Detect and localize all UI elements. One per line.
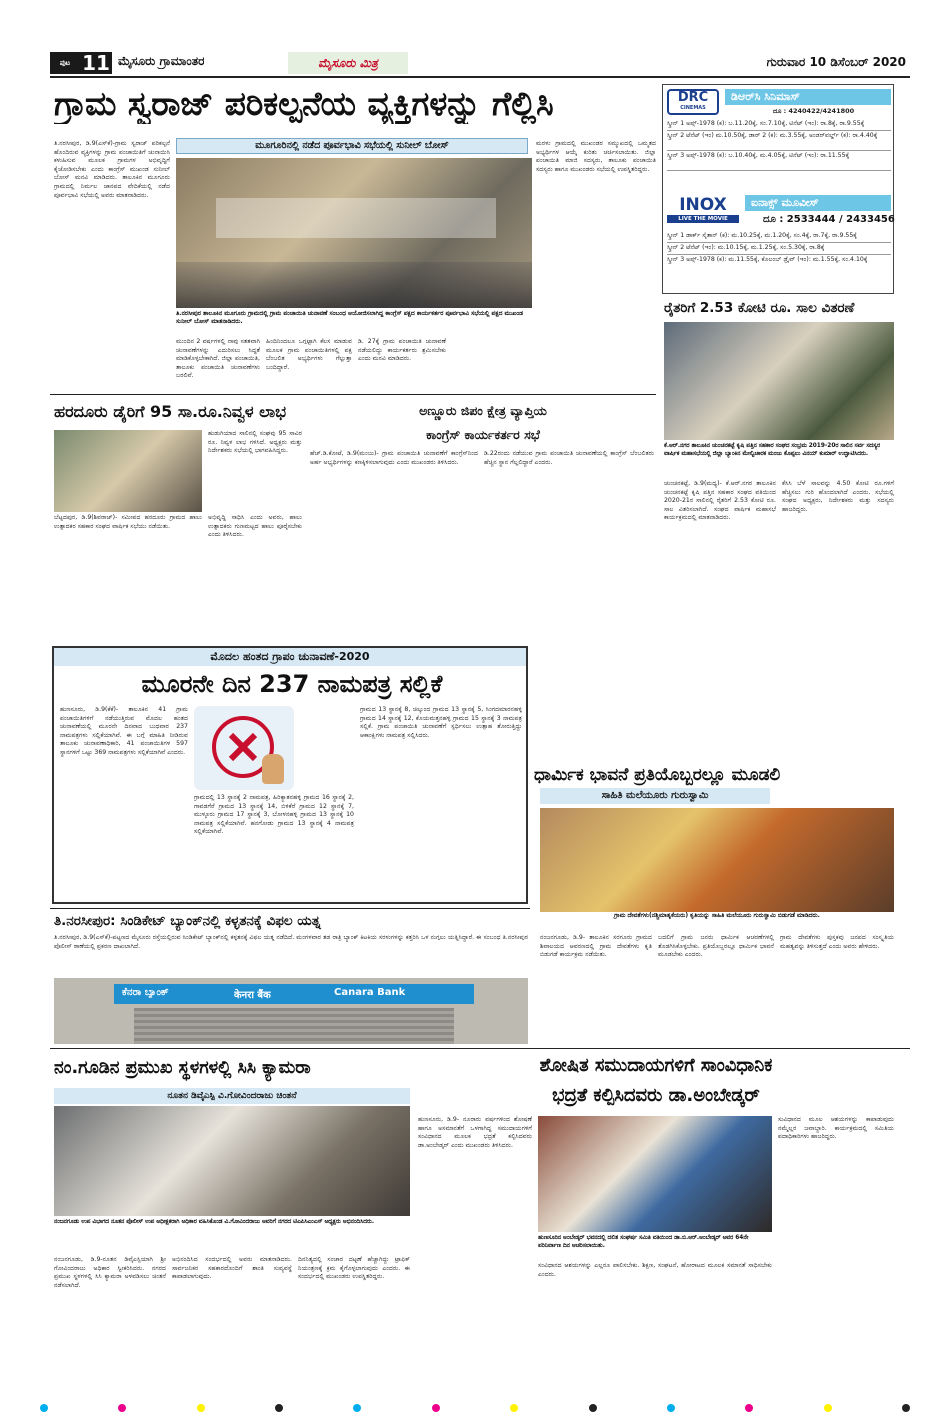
- election-col-1: ಹುಣಸೂರು, ಡಿ.9(ಕೆಕೆ)- ತಾಲೂಕಿನ 41 ಗ್ರಾಮ ಪಂಚಾಯಿತಿಗಳಿಗೆ ನಡೆಯುತ್ತಿರುವ ಮೊದಲ ಹಂತದ ಚುನಾವಣೆಯಲ್ಲಿ ಮೂರನೇ ದಿನವಾದ ಬುಧವಾರ 237 ನಾಮಪತ್ರಗಳು ಸಲ್ಲಿಕೆಯಾಗಿವೆ. ಈ ಬಗ್ಗೆ ಮಾಹಿತಿ ನೀಡಿರುವ ತಾಲೂಕು ಚುನಾವಣಾಧಿಕಾರಿ, 41 ಪಂಚಾಯಿತಿಗಳ 597 ಸ್ಥಾನಗಳಿಗೆ ಒಟ್ಟು 369 ನಾಮಪತ್ರಗಳು ಸಲ್ಲಿಕೆಯಾಗಿವೆ ಎಂದರು.: [60, 706, 188, 756]
- inox-logo: [667, 195, 739, 225]
- registration-bar: [40, 1404, 910, 1412]
- reg-mark-magenta: [118, 1404, 126, 1412]
- inox-row-1: ಸ್ಕ್ರೀನ್ 1 ಡಾರ್ಕ್ ಸೈತಾನ್ (ಕ): ಮ.10.25ಕ್ಕೆ, ಮ.1.20ಕ್ಕೆ, ಸಂ.4ಕ್ಕೆ, ರಾ.7ಕ್ಕೆ, ರಾ.9.55ಕ್ಕೆ: [667, 231, 891, 243]
- dairy-col-2: ಅಭಿವೃದ್ಧಿ ಸಾಧಿಸಿ ಎಂದು ಅವರು, ಹಾಲು ಉತ್ಪಾದಕರು ಗುಣಮಟ್ಟದ ಹಾಲು ಪೂರೈಸಬೇಕು ಎಂದು ತಿಳಿಸಿದರು.: [208, 514, 302, 539]
- inox-logo-tag: LIVE THE MOVIE: [667, 215, 739, 223]
- lead-col-5: ಮರಳು ಗ್ರಾಮದಲ್ಲಿ ಮುಖಂಡರ ಸಮ್ಮುಖದಲ್ಲಿ ಒಮ್ಮತದ ಅಭ್ಯರ್ಥಿಗಳ ಆಯ್ಕೆ ಕುರಿತು ಚರ್ಚಿಸಲಾಯಿತು. ಜಿಲ್ಲಾ ಪಂಚಾಯಿತಿ ಮಾಜಿ ಸದಸ್ಯರು, ತಾಲೂಕು ಪಂಚಾಯಿತಿ ಸದಸ್ಯರು ಹಾಗೂ ಮುಖಂಡರು ಸಭೆಯಲ್ಲಿ ಉಪಸ್ಥಿತರಿದ್ದರು.: [536, 140, 656, 173]
- masthead-rule: [50, 76, 910, 78]
- cctv-kicker: ನೂತನ ಡಿವೈಎಸ್ಪಿ ವಿ.ಗೋವಿಂದರಾಜು ಚಿಂತನೆ: [54, 1088, 410, 1104]
- bank-sign-english: Canara Bank: [334, 987, 406, 998]
- bank-sign-kannada: ಕೆನರಾ ಬ್ಯಾಂಕ್: [122, 987, 169, 998]
- lead-col-1: ತಿ.ನರಸೀಪುರ, ಡಿ.9(ಎಸ್‌ಕೆ)-ಗ್ರಾಮ ಸ್ವರಾಜ್ ಪರಿಕಲ್ಪನೆ ಹೊಂದಿರುವ ವ್ಯಕ್ತಿಗಳನ್ನು ಗ್ರಾಮ ಪಂಚಾಯಿತಿಗೆ ಚುನಾಯಿಸಿ ಕಳುಹಿಸುವ ಮೂಲಕ ಗ್ರಾಮಗಳ ಅಭಿವೃದ್ಧಿಗೆ ಕೈಜೋಡಿಸಬೇಕು ಎಂದು ಕಾಂಗ್ರೆಸ್ ಮುಖಂಡ ಸುನೀಲ್ ಬೋಸ್ ಮನವಿ ಮಾಡಿದರು. ತಾಲೂಕಿನ ಮೂಗೂರು ಗ್ರಾಮದಲ್ಲಿ ನಿರ್ಮಲ ಜಾನಪದ ವೇದಿಕೆಯಲ್ಲಿ ನಡೆದ ಪೂರ್ವಭಾವಿ ಸಭೆಯಲ್ಲಿ ಅವರು ಮಾತನಾಡಿದರು.: [54, 140, 170, 199]
- voting-hand-icon: [262, 754, 284, 784]
- page-number: 11: [80, 52, 112, 74]
- religion-col-2: ಬದಲಿಗೆ ಗ್ರಾಮ ಜನರು ಧಾರ್ಮಿಕ ಆಚರಣೆಗಳಲ್ಲಿ ತೊಡಗಿಸಿಕೊಳ್ಳಬೇಕು. ಪ್ರತಿಯೊಬ್ಬರಲ್ಲೂ ಧಾರ್ಮಿಕ ಭಾವನೆ ಮೂಡಬೇಕು ಎಂದರು.: [658, 934, 774, 959]
- lead-kicker: [176, 138, 528, 154]
- drc-logo: [667, 89, 719, 115]
- loan-col-2: ಕೆಸಿಸಿ ಬೆಳೆ ಸಾಲವನ್ನು 4.50 ಕೋಟಿ ರೂ.ಗಳಿಗೆ ಹೆಚ್ಚಿಸಲು ಗುರಿ ಹೊಂದಲಾಗಿದೆ ಎಂದರು. ಸಭೆಯಲ್ಲಿ ಸಂಘದ ಅಧ್ಯಕ್ಷರು, ನಿರ್ದೇಶಕರು ಮತ್ತು ಸದಸ್ಯರು ಹಾಜರಿದ್ದರು.: [782, 480, 894, 513]
- bank-shutter: [134, 1008, 454, 1044]
- divider-1: [50, 394, 656, 395]
- divider-2: [50, 908, 530, 909]
- cctv-col-2: ಅಭಿನಂದಿಸಿದ ಸಂದರ್ಭದಲ್ಲಿ ಅವರು ಮಾತನಾಡಿದರು. ಸಾರ್ವಜನಿಕರ ಸಹಕಾರದೊಂದಿಗೆ ಶಾಂತಿ ಸುವ್ಯವಸ್ಥೆ ಕಾಪಾಡಲಾಗುವುದು.: [172, 1256, 292, 1281]
- loan-col-1: ಚುಂಚನಕಟ್ಟೆ, ಡಿ.9(ಮಧ್ಯ)- ಕೆ.ಆರ್.ನಗರ ತಾಲೂಕಿನ ಚುಂಚನಕಟ್ಟೆ ಕೃಷಿ ಪತ್ತಿನ ಸಹಕಾರ ಸಂಘದ ವತಿಯಿಂದ 2020-21ರ ಸಾಲಿನಲ್ಲಿ ರೈತರಿಗೆ 2.53 ಕೋಟಿ ರೂ. ಸಾಲ ವಿತರಿಸಲಾಗಿದೆ. ಸಂಘದ ವಾರ್ಷಿಕ ಮಹಾಸಭೆ ಕಾರ್ಯಕ್ರಮದಲ್ಲಿ ಮಾತನಾಡಿದರು.: [664, 480, 776, 522]
- inox-schedule: [667, 231, 891, 277]
- bank-headline: ತಿ.ನರಸೀಪುರ: ಸಿಂಡಿಕೇಟ್ ಬ್ಯಾಂಕ್‌ನಲ್ಲಿ ಕಳ್ಳತನಕ್ಕೆ ವಿಫಲ ಯತ್ನ: [54, 913, 321, 929]
- drc-logo-text: DRC: [677, 91, 709, 105]
- drc-row-1: ಸ್ಕ್ರೀನ್ 1 ಅಪ್ಸ್-1978 (ಕ): ಬ.11.20ಕ್ಕೆ, ಸಂ.7.10ಕ್ಕೆ, ಟಿನೆಟ್ (ಇಂ): ರಾ.8ಕ್ಕೆ, ರಾ.9.55ಕ್ಕೆ: [667, 119, 891, 131]
- religion-photo-caption: ಗ್ರಾಮ ದೇವತೆಗಳು(ನಶ್ಚಿಮಾತೃಕೆಯರು) ಕೃತಿಯನ್ನು ಸಾಹಿತಿ ಮಲೆಯೂರು ಗುರುಸ್ವಾಮಿ ಬಿಡುಗಡೆ ಮಾಡಿದರು.: [614, 912, 820, 919]
- inox-logo-text: INOX: [679, 195, 727, 215]
- religion-col-3: ಗ್ರಾಮ ದೇವತೆಗಳು ಪುಸ್ತಕವು ಜನಪದ ಸಂಸ್ಕೃತಿಯ ಮಹತ್ವವನ್ನು ತಿಳಿಸುತ್ತದೆ ಎಂದು ಅವರು ಹೇಳಿದರು.: [780, 934, 894, 950]
- lead-col-2: ಮುಂದಿನ 2 ವರ್ಷಗಳಲ್ಲಿ ನಾವು ಸತತವಾಗಿ ಚುನಾವಣೆಗಳನ್ನು ಎದುರಿಸಲು ಸಿದ್ಧತೆ ಮಾಡಿಕೊಳ್ಳಬೇಕಾಗಿದೆ. ಜಿಲ್ಲಾ ಪಂಚಾಯಿತಿ, ತಾಲೂಕು ಪಂಚಾಯಿತಿ ಚುನಾವಣೆಗಳು ಬರಲಿವೆ.: [176, 338, 260, 380]
- ambedkar-headline-line-1: ಶೋಷಿತ ಸಮುದಾಯಗಳಿಗೆ ಸಾಂವಿಧಾನಿಕ: [539, 1055, 773, 1076]
- dairy-col-1: ಬೆಟ್ಟದಪುರ, ಡಿ.9(ಶಿವರಾಜ್)- ಸಮೀಪದ ಹರದೂರು ಗ್ರಾಮದ ಹಾಲು ಉತ್ಪಾದಕರ ಸಹಕಾರ ಸಂಘದ ವಾರ್ಷಿಕ ಸಭೆಯು ನಡೆಯಿತು.: [54, 514, 202, 530]
- annur-col-1: ಹೆಚ್.ಡಿ.ಕೋಟೆ, ಡಿ.9(ಮಂಜು)- ಗ್ರಾಮ ಪಂಚಾಯಿತಿ ಚುನಾವಣೆಗೆ ಕಾಂಗ್ರೆಸ್‌ನಿಂದ ಅರ್ಹ ಅಭ್ಯರ್ಥಿಗಳನ್ನು ಕಣಕ್ಕಿಳಿಸಲಾಗುವುದು ಎಂದು ಮುಖಂಡರು ತಿಳಿಸಿದರು.: [310, 450, 478, 466]
- annur-headline-line-2: ಕಾಂಗ್ರೆಸ್ ಕಾರ್ಯಕರ್ತರ ಸಭೆ: [426, 427, 540, 442]
- drc-row-3: ಸ್ಕ್ರೀನ್ 3 ಅಪ್ಸ್-1978 (ಕ): ಬ.10.40ಕ್ಕೆ, ಮ.4.05ಕ್ಕೆ, ಟಿನೆಟ್ (ಇಂ): ರಾ.11.55ಕ್ಕೆ: [667, 151, 891, 171]
- ambedkar-col-2: ಸಂವಿಧಾನದ ಆಶಯಗಳನ್ನು ಎಲ್ಲರೂ ಪಾಲಿಸಬೇಕು. ಶಿಕ್ಷಣ, ಸಂಘಟನೆ, ಹೋರಾಟದ ಮೂಲಕ ಸಮಾನತೆ ಸಾಧಿಸಬೇಕು ಎಂದರು.: [538, 1262, 772, 1278]
- reg-mark-black: [902, 1404, 910, 1412]
- reg-mark-yellow: [824, 1404, 832, 1412]
- page-label: ಪುಟ: [50, 52, 80, 74]
- reg-mark-magenta: [432, 1404, 440, 1412]
- bank-signboard: [114, 984, 474, 1004]
- drc-row-2: ಸ್ಕ್ರೀನ್ 2 ಟೆನೆಟ್ (ಇಂ) ಮ.10.50ಕ್ಕೆ, ಡಾರ್ 2 (ಕ): ಮ.3.55ಕ್ಕೆ, ಅಂಡರ್‌ವರ್ಲ್ಡ್ (ಕ): ರಾ.4.40ಕ್ಕೆ: [667, 131, 891, 151]
- masthead: [50, 52, 910, 74]
- religion-kicker: ಸಾಹಿತಿ ಮಲೆಯೂರು ಗುರುಸ್ವಾಮಿ: [540, 788, 770, 804]
- cctv-photo: [54, 1106, 410, 1216]
- election-headline: ಮೂರನೇ ದಿನ 237 ನಾಮಪತ್ರ ಸಲ್ಲಿಕೆ: [141, 670, 443, 698]
- lead-col-3: ಹಿಂದಿನಿಂದಲೂ ಒಗ್ಗಟ್ಟಾಗಿ ಕೆಲಸ ಮಾಡುವ ಮೂಲಕ ಗ್ರಾಮ ಪಂಚಾಯಿತಿಗಳಲ್ಲಿ ಪಕ್ಷ ಬೆಂಬಲಿತ ಅಭ್ಯರ್ಥಿಗಳು ಗೆಲ್ಲುತ್ತಾ ಬಂದಿದ್ದಾರೆ.: [266, 338, 352, 371]
- religion-col-1: ನಂಜನಗೂಡು, ಡಿ.9- ತಾಲೂಕಿನ ಸರಗೂರು ಗ್ರಾಮದ ಶಿವಾಲಯದ ಆವರಣದಲ್ಲಿ ಗ್ರಾಮ ದೇವತೆಗಳು ಕೃತಿ ಬಿಡುಗಡೆ ಕಾರ್ಯಕ್ರಮ ನಡೆಯಿತು.: [540, 934, 652, 959]
- loan-photo-caption: ಕೆ.ಆರ್.ನಗರ ತಾಲೂಕಿನ ಚುಂಚನಕಟ್ಟೆ ಕೃಷಿ ಪತ್ತಿನ ಸಹಕಾರ ಸಂಘದ ಸಂಭ್ರಮ 2019-20ರ ಸಾಲಿನ ಸರ್ವ ಸದಸ್ಯರ ವಾರ್ಷಿಕ ಮಹಾಸಭೆಯಲ್ಲಿ ಜಿಲ್ಲಾ ಬ್ಯಾಂಕಿನ ಮೇಲ್ವಿಚಾರಕ ಮಂಜು ಕೊಪ್ಪಲು ವಿನಯ್ ಕುಮಾರ್ ಉದ್ಘಾಟಿಸಿದರು.: [664, 443, 881, 458]
- reg-mark-magenta: [745, 1404, 753, 1412]
- drc-phone: ದೂ : 4240422/4241800: [773, 107, 855, 115]
- inox-title: ಐನಾಕ್ಸ್ ಮೂವೀಸ್: [745, 195, 891, 211]
- dairy-headline: ಹರದೂರು ಡೈರಿಗೆ 95 ಸಾ.ರೂ.ನಿವ್ವಳ ಲಾಭ: [54, 402, 287, 421]
- reg-mark-black: [589, 1404, 597, 1412]
- bank-sign-hindi: केनरा बैंक: [234, 990, 271, 1001]
- inox-phone: ದೂ : 2533444 / 2433456: [763, 214, 895, 225]
- loan-photo: [664, 322, 894, 440]
- drc-title: ಡಿಆರ್‌ಸಿ ಸಿನಿಮಾಸ್: [725, 89, 891, 105]
- lead-photo-caption: ತಿ.ನರಸೀಪುರ ತಾಲೂಕಿನ ಮೂಗೂರು ಗ್ರಾಮದಲ್ಲಿ ಗ್ರಾಮ ಪಂಚಾಯಿತಿ ಚುನಾವಣೆ ಸಂಬಂಧ ಆಯೋಜಿಸಲಾಗಿದ್ದ ಕಾಂಗ್ರೆಸ್ ಪಕ್ಷದ ಕಾರ್ಯಕರ್ತರ ಪೂರ್ವಭಾವಿ ಸಭೆಯಲ್ಲಿ ಪಕ್ಷದ ಮುಖಂಡ ಸುನೀಲ್ ಬೋಸ್ ಮಾತನಾಡಿದರು.: [176, 310, 524, 326]
- ambedkar-col-3: ಸುವಿಧಾನದ ಮೂಲ ಆಶಯಗಳನ್ನು ಕಾಪಾಡುವುದು ನಮ್ಮೆಲ್ಲರ ಜವಾಬ್ದಾರಿ. ಕಾರ್ಯಕ್ರಮದಲ್ಲಿ ಸಮಿತಿಯ ಪದಾಧಿಕಾರಿಗಳು ಹಾಜರಿದ್ದರು.: [778, 1116, 894, 1141]
- ambedkar-col-1: ಹುಣಸೂರು, ಡಿ.9- ನೂರಾರು ವರ್ಷಗಳಿಂದ ಶೋಷಣೆ ಹಾಗೂ ಅಸಮಾನತೆಗೆ ಒಳಗಾಗಿದ್ದ ಸಮುದಾಯಗಳಿಗೆ ಸಂವಿಧಾನದ ಮೂಲಕ ಭದ್ರತೆ ಕಲ್ಪಿಸಿದವರು ಡಾ.ಅಂಬೇಡ್ಕರ್ ಎಂದು ಮುಖಂಡರು ತಿಳಿಸಿದರು.: [418, 1116, 532, 1149]
- bank-photo: [54, 978, 528, 1044]
- reg-mark-yellow: [510, 1404, 518, 1412]
- inox-row-2: ಸ್ಕ್ರೀನ್ 2 ಟೆನೆಟ್ (ಇಂ): ಮ.10.15ಕ್ಕೆ, ಮ.1.25ಕ್ಕೆ, ಸಂ.5.30ಕ್ಕೆ, ರಾ.8ಕ್ಕೆ: [667, 243, 891, 255]
- reg-mark-cyan: [40, 1404, 48, 1412]
- election-col-2: ಗ್ರಾಮದಲ್ಲಿ 13 ಸ್ಥಾನಕ್ಕೆ 2 ನಾಮಪತ್ರ, ಹಿರಿಕ್ಯಾತನಹಳ್ಳಿ ಗ್ರಾಮದ 16 ಸ್ಥಾನಕ್ಕೆ 2, ಗಾವಡಗೆರೆ ಗ್ರಾಮದ 13 ಸ್ಥಾನಕ್ಕೆ 14, ಬಿಳಿಕೆರೆ ಗ್ರಾಮದ 12 ಸ್ಥಾನಕ್ಕೆ 7, ಮುಳ್ಳೂರು ಗ್ರಾಮದ 17 ಸ್ಥಾನಕ್ಕೆ 3, ಬೋಳನಹಳ್ಳಿ ಗ್ರಾಮದ 13 ಸ್ಥಾನಕ್ಕೆ 10 ನಾಮಪತ್ರ ಸಲ್ಲಿಕೆಯಾಗಿವೆ. ಹನಗೋಡು ಗ್ರಾಮದ 13 ಸ್ಥಾನಕ್ಕೆ 4 ನಾಮಪತ್ರ ಸಲ್ಲಿಕೆಯಾಗಿವೆ.: [194, 794, 354, 836]
- lead-photo: [176, 158, 532, 308]
- annur-col-2: ಡಿ.22ರಂದು ನಡೆಯುವ ಗ್ರಾಮ ಪಂಚಾಯಿತಿ ಚುನಾವಣೆಯಲ್ಲಿ ಕಾಂಗ್ರೆಸ್ ಬೆಂಬಲಿತರು ಹೆಚ್ಚಿನ ಸ್ಥಾನ ಗೆಲ್ಲಲಿದ್ದಾರೆ ಎಂದರು.: [484, 450, 654, 466]
- cinema-box: [662, 84, 894, 294]
- cctv-photo-caption: ನಂಜನಗೂಡು ಉಪ ವಿಭಾಗದ ನೂತನ ಪೊಲೀಸ್ ಉಪ ಅಧೀಕ್ಷಕರಾಗಿ ಅಧಿಕಾರ ವಹಿಸಿಕೊಂಡ ವಿ.ಗೋವಿಂದರಾಜು ಅವರಿಗೆ ನಗರದ ಟಿಎಪಿಸಿಎಂಎಸ್ ಅಧ್ಯಕ್ಷರು ಅಭಿನಂದಿಸಿದರು.: [54, 1219, 375, 1225]
- ambedkar-headline-line-2: ಭದ್ರತೆ ಕಲ್ಪಿಸಿದವರು ಡಾ.ಅಂಬೇಡ್ಕರ್: [552, 1085, 760, 1106]
- lead-headline: ಗ್ರಾಮ ಸ್ವರಾಜ್ ಪರಿಕಲ್ಪನೆಯ ವ್ಯಕ್ತಿಗಳನ್ನು ಗೆಲ್ಲಿಸಿ: [54, 84, 554, 123]
- inox-row-3: ಸ್ಕ್ರೀನ್ 3 ಅಪ್ಸ್-1978 (ಕ): ಮ.11.55ಕ್ಕೆ, ಕೊಲಂಬ್ ಡ್ರೈವ್ (ಇಂ): ಮ.1.55ಕ್ಕೆ, ಸಂ.4.10ಕ್ಕೆ: [667, 256, 868, 263]
- religion-headline: ಧಾರ್ಮಿಕ ಭಾವನೆ ಪ್ರತಿಯೊಬ್ಬರಲ್ಲೂ ಮೂಡಲಿ: [534, 765, 781, 785]
- cctv-headline: ನಂ.ಗೂಡಿನ ಪ್ರಮುಖ ಸ್ಥಳಗಳಲ್ಲಿ ಸಿಸಿ ಕ್ಯಾಮರಾ: [54, 1058, 311, 1078]
- reg-mark-cyan: [353, 1404, 361, 1412]
- drc-logo-sub: CINEMAS: [680, 105, 706, 111]
- reg-mark-cyan: [667, 1404, 675, 1412]
- lead-photo-stage: [216, 198, 496, 238]
- dairy-photo: [54, 430, 202, 512]
- issue-date: ಗುರುವಾರ 10 ಡಿಸೆಂಬರ್ 2020: [766, 55, 906, 69]
- lead-col-4: ಡಿ. 27ಕ್ಕೆ ಗ್ರಾಮ ಪಂಚಾಯಿತಿ ಚುನಾವಣೆ ನಡೆಯಲಿದ್ದು ಕಾರ್ಯಕರ್ತರು ಶ್ರಮಿಸಬೇಕು ಎಂದು ಮನವಿ ಮಾಡಿದರು.: [358, 338, 446, 363]
- reg-mark-yellow: [197, 1404, 205, 1412]
- cctv-col-1: ನಂಜನಗೂಡು, ಡಿ.9-ನೂತನ ಡಿವೈಎಸ್ಪಿಯಾಗಿ ಶ್ರೀ ಗೋವಿಂದರಾಜು ಅಧಿಕಾರ ಸ್ವೀಕರಿಸಿದರು. ನಗರದ ಪ್ರಮುಖ ಸ್ಥಳಗಳಲ್ಲಿ ಸಿಸಿ ಕ್ಯಾಮರಾ ಅಳವಡಿಸಲು ಚಿಂತನೆ ನಡೆಸಲಾಗಿದೆ.: [54, 1256, 166, 1289]
- ambedkar-photo: [538, 1116, 772, 1232]
- dairy-col-3: ಹುಡುಗಿಯಾದ ಸಾಲಿನಲ್ಲಿ ಸಂಘವು 95 ಸಾವಿರ ರೂ. ನಿವ್ವಳ ಲಾಭ ಗಳಿಸಿದೆ. ಅಧ್ಯಕ್ಷರು ಮತ್ತು ನಿರ್ದೇಶಕರು ಸಭೆಯಲ್ಲಿ ಭಾಗವಹಿಸಿದ್ದರು.: [208, 430, 302, 455]
- section-name: ಮೈಸೂರು ಗ್ರಾಮಾಂತರ: [118, 54, 205, 68]
- election-box: [52, 646, 528, 904]
- divider-3: [50, 1048, 910, 1049]
- paper-name: ಮೈಸೂರು ಮಿತ್ರ: [288, 52, 408, 74]
- religion-photo: [540, 808, 894, 912]
- drc-schedule: [667, 119, 891, 171]
- annur-headline-line-1: ಅಣ್ಣೂರು ಜಿಪಂ ಕ್ಷೇತ್ರ ವ್ಯಾಪ್ತಿಯ: [419, 403, 547, 418]
- loan-headline: ರೈತರಿಗೆ 2.53 ಕೋಟಿ ರೂ. ಸಾಲ ವಿತರಣೆ: [664, 300, 855, 316]
- election-banner: ಮೊದಲ ಹಂತದ ಗ್ರಾಪಂ ಚುನಾವಣೆ-2020: [54, 648, 526, 666]
- ambedkar-photo-caption: ಹುಣಸೂರಿನ ಅಂಬೇಡ್ಕರ್ ಭವನದಲ್ಲಿ ದಲಿತ ಸಂಘರ್ಷ ಸಮಿತಿ ವತಿಯಿಂದ ಡಾ.ಬಿ.ಆರ್.ಅಂಬೇಡ್ಕರ್ ಅವರ 64ನೇ ಪರಿನಿರ್ವಾಣ ದಿನ ಆಚರಿಸಲಾಯಿತು.: [538, 1235, 749, 1250]
- lead-kicker-text: ಮೂಗೂರಿನಲ್ಲಿ ನಡೆದ ಪೂರ್ವಭಾವಿ ಸಭೆಯಲ್ಲಿ ಸುನೀಲ್ ಬೋಸ್: [255, 140, 449, 151]
- election-col-3: ಗ್ರಾಮದ 13 ಸ್ಥಾನಕ್ಕೆ 8, ಚಿಲ್ಕುಂದ ಗ್ರಾಮದ 13 ಸ್ಥಾನಕ್ಕೆ 5, ಸಿಂಗದಮಾರನಹಳ್ಳಿ ಗ್ರಾಮದ 14 ಸ್ಥಾನಕ್ಕೆ 12, ಕೊಯಮತ್ತನಹಳ್ಳಿ ಗ್ರಾಮದ 15 ಸ್ಥಾನಕ್ಕೆ 3 ನಾಮಪತ್ರ ಸಲ್ಲಿಕೆ. ಗ್ರಾಮ ಪಂಚಾಯಿತಿ ಚುನಾವಣೆಗೆ ಸ್ಪರ್ಧಿಸಲು ಉತ್ಸಾಹ ತೋರುತ್ತಿದ್ದು ಆಕಾಂಕ್ಷಿಗಳು ನಾಮಪತ್ರ ಸಲ್ಲಿಸಿದರು.: [360, 706, 522, 739]
- election-graphic: [194, 706, 294, 790]
- reg-mark-black: [275, 1404, 283, 1412]
- lead-photo-crowd: [176, 262, 532, 308]
- bank-body: ತಿ.ನರಸೀಪುರ, ಡಿ.9(ಎಸ್‌ಕೆ)-ಪಟ್ಟಣದ ಮೈಸೂರು ರಸ್ತೆಯಲ್ಲಿರುವ ಸಿಂಡಿಕೇಟ್ ಬ್ಯಾಂಕ್‌ನಲ್ಲಿ ಕಳ್ಳತನಕ್ಕೆ ವಿಫಲ ಯತ್ನ ನಡೆದಿದೆ. ಮಂಗಳವಾರ ತಡ ರಾತ್ರಿ ಬ್ಯಾಂಕ್ ಕಿಟಕಿಯ ಸರಳುಗಳನ್ನು ಕತ್ತರಿಸಿ ಒಳ ನುಗ್ಗಲು ಯತ್ನಿಸಿದ್ದಾರೆ. ಈ ಸಂಬಂಧ ತಿ.ನರಸೀಪುರ ಪೊಲೀಸ್ ಠಾಣೆಯಲ್ಲಿ ಪ್ರಕರಣ ದಾಖಲಾಗಿದೆ.: [54, 934, 528, 950]
- cctv-col-3: ದಿನನಿತ್ಯದಲ್ಲಿ ಸಂಚಾರ ದಟ್ಟಣೆ ಹೆಚ್ಚಾಗಿದ್ದು ಟ್ರಾಫಿಕ್ ನಿಯಂತ್ರಣಕ್ಕೆ ಕ್ರಮ ಕೈಗೊಳ್ಳಲಾಗುವುದು ಎಂದರು. ಈ ಸಂದರ್ಭದಲ್ಲಿ ಮುಖಂಡರು ಉಪಸ್ಥಿತರಿದ್ದರು.: [298, 1256, 410, 1281]
